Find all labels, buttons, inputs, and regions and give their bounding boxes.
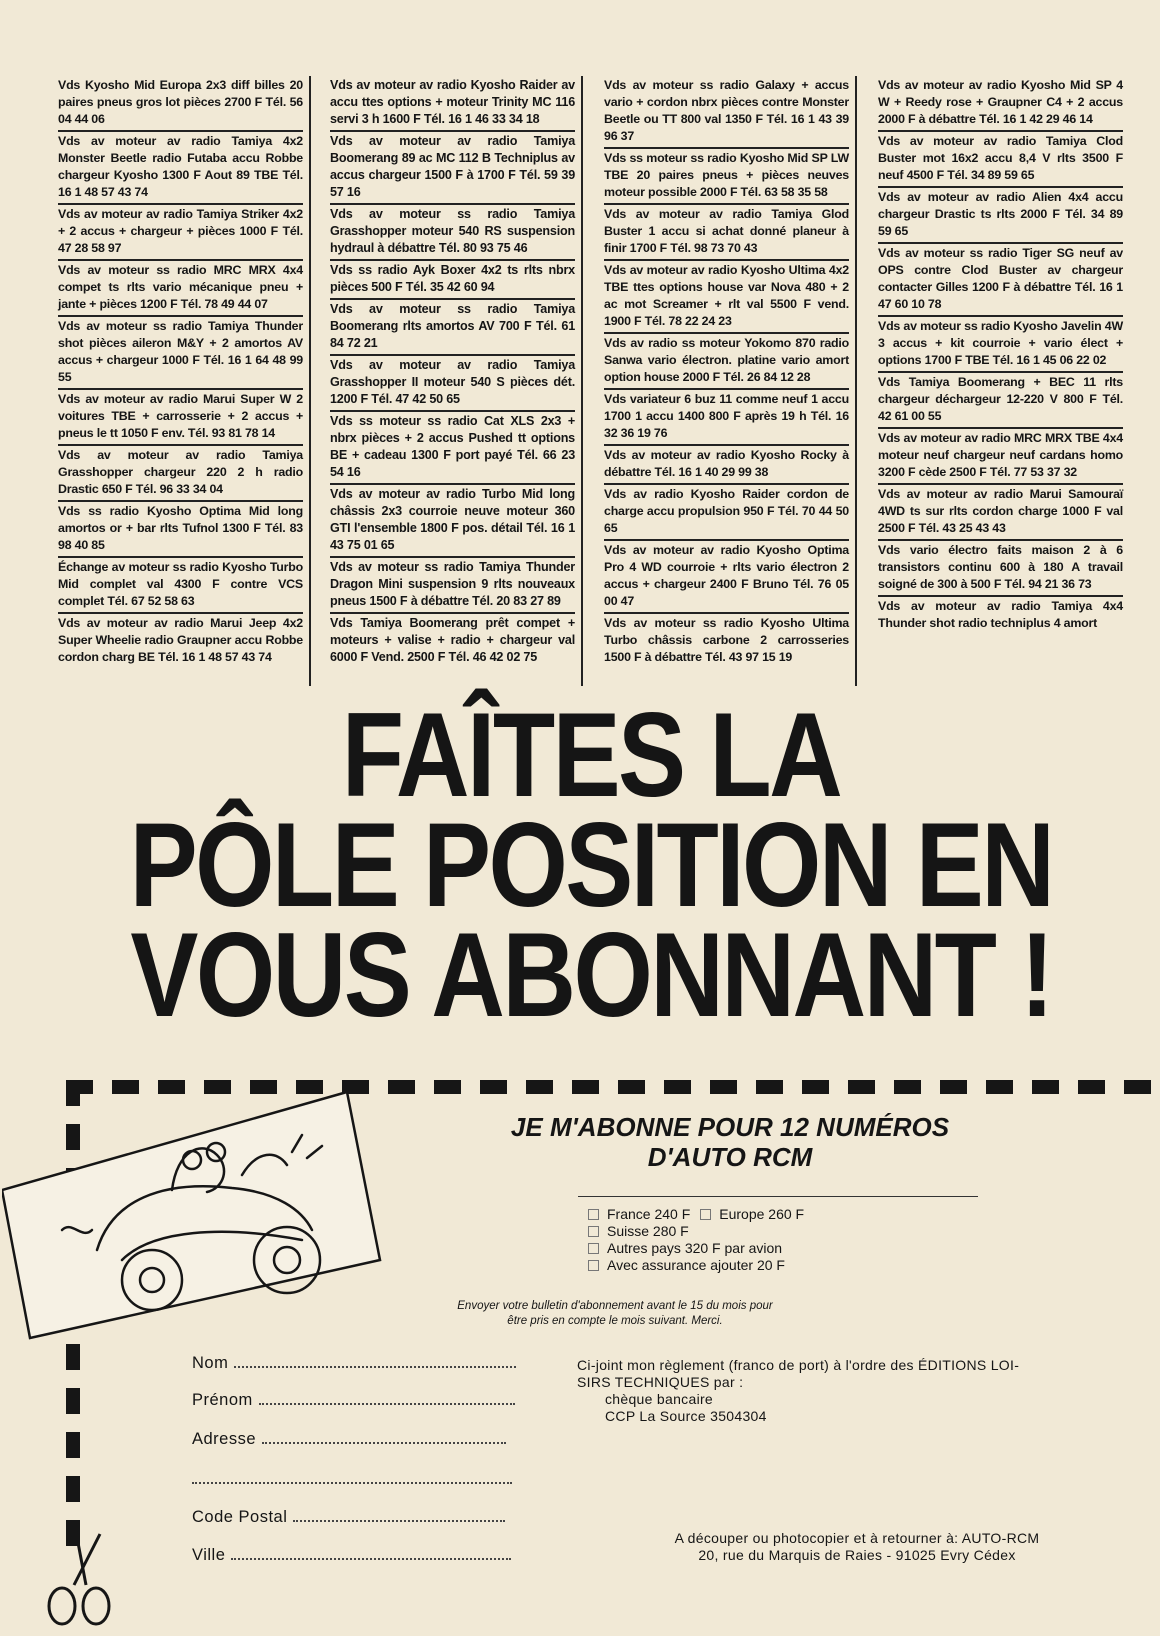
ads-column-1	[58, 76, 303, 686]
classified-ads	[58, 76, 1150, 686]
code-postal-field[interactable]	[192, 1508, 505, 1527]
classified-ad: Vds av moteur ss radio Tamiya Boomerang rlts amortos AV 700 F Tél. 61 84 72 21	[330, 300, 575, 356]
headline-line: PÔLE POSITION EN	[129, 798, 1053, 932]
classified-ad: Vds av moteur av radio Tamiya Glod Buster 1 accu si achat donné planeur à finir 1700 F Tél. 98 73 70 43	[604, 205, 849, 261]
classified-ad: Vds av moteur ss radio Kyosho Ultima Turbo châssis carbone 2 carrosseries 1500 F à débattre Tél. 43 97 15 19	[604, 616, 849, 664]
prenom-input-line[interactable]	[259, 1391, 515, 1405]
classified-ad: Vds av moteur ss radio Tamiya Grasshopper moteur 540 RS suspension hydraul à débattre Tél. 80 93 75 46	[330, 205, 575, 261]
classified-ad: Vds av moteur av radio Tamiya Grasshopper II moteur 540 S pièces dét. 1200 F Tél. 47 42 50 65	[330, 356, 575, 412]
subscription-title-line: D'AUTO RCM	[647, 1142, 813, 1172]
adresse-second-line[interactable]	[192, 1470, 512, 1484]
column-divider	[581, 76, 583, 686]
checkbox-europe[interactable]	[700, 1209, 711, 1220]
price-suisse: Suisse 280 F	[607, 1223, 689, 1239]
classified-ad: Vds av moteur av radio Turbo Mid long châssis 2x3 courroie neuve moteur 360 GTI l'ensemble 1800 F pos. détail Tél. 16 1 43 75 01 65	[330, 485, 575, 558]
classified-ad: Vds av moteur av radio Kyosho Rocky à débattre Tél. 16 1 40 29 99 38	[604, 446, 849, 485]
classified-ad: Vds av moteur av radio Marui Jeep 4x2 Super Wheelie radio Graupner accu Robbe cordon charg BE Tél. 16 1 48 57 43 74	[58, 616, 303, 664]
prenom-label: Prénom	[192, 1391, 253, 1409]
classified-ad: Vds Kyosho Mid Europa 2x3 diff billes 20 paires pneus gros lot pièces 2700 F Tél. 56 04 44 06	[58, 76, 303, 132]
classified-ad: Vds ss radio Kyosho Optima Mid long amortos or + bar rlts Tufnol 1300 F Tél. 83 98 40 85	[58, 502, 303, 558]
headline-line: VOUS ABONNANT !	[130, 908, 1052, 1042]
price-france: France 240 F	[607, 1206, 691, 1222]
code-postal-label: Code Postal	[192, 1508, 288, 1526]
checkbox-suisse[interactable]	[588, 1226, 599, 1237]
classified-ad: Vds av moteur av radio MRC MRX TBE 4x4 moteur neuf chargeur neuf cardans homo 3200 F cède 2500 F Tél. 77 53 37 32	[878, 429, 1123, 485]
subscription-headline	[119, 688, 1063, 1042]
checkbox-france[interactable]	[588, 1209, 599, 1220]
classified-ad: Vds av moteur ss radio MRC MRX 4x4 compet ts rlts vario mécanique pneu + jante + pièces 1200 F Tél. 78 49 44 07	[58, 261, 303, 317]
classified-ad: Vds av moteur av radio Tamiya Boomerang 89 ac MC 112 B Techniplus av accus chargeur 1500 F à 1700 F Tél. 59 39 57 16	[330, 132, 575, 205]
deadline-note	[380, 1299, 850, 1329]
classified-ad: Vds av moteur ss radio Tamiya Thunder shot pièces aileron M&Y + 2 amortos AV accus + chargeur 1000 F Tél. 16 1 64 48 99 55	[58, 317, 303, 390]
checkbox-assurance[interactable]	[588, 1260, 599, 1271]
classified-ad: Vds ss moteur ss radio Kyosho Mid SP LW TBE 20 paires pneus + pièces neuves moteur possible 2000 F Tél. 63 58 35 58	[604, 149, 849, 205]
price-autres-pays: Autres pays 320 F par avion	[607, 1240, 783, 1256]
payment-line: Ci-joint mon règlement (franco de port) à l'ordre des ÉDITIONS LOI-	[577, 1357, 1020, 1373]
classified-ad: Vds Tamiya Boomerang + BEC 11 rlts chargeur déchargeur 12-220 V 800 F Tél. 42 61 00 55	[878, 373, 1123, 429]
nom-input-line[interactable]	[234, 1354, 516, 1368]
adresse-field[interactable]	[192, 1430, 506, 1449]
nom-label: Nom	[192, 1354, 229, 1372]
classified-ad: Vds av moteur ss radio Tamiya Thunder Dragon Mini suspension 9 rlts nouveaux pneus 1500 F à débattre Tél. 20 83 27 89	[330, 558, 575, 614]
ads-column-2	[330, 76, 575, 686]
classified-ad: Vds av moteur av radio Tamiya 4x2 Monster Beetle radio Futaba accu Robbe chargeur Kyosho 1300 F Aout 89 TBE Tél. 16 1 48 57 43 74	[58, 132, 303, 205]
column-divider	[855, 76, 857, 686]
classified-ad: Vds av moteur av radio Tamiya Striker 4x2 + 2 accus + chargeur + pièces 1000 F Tél. 47 28 58 97	[58, 205, 303, 261]
prenom-field[interactable]	[192, 1391, 515, 1410]
classified-ad: Vds av moteur av radio Tamiya Grasshopper chargeur 220 2 h radio Drastic 650 F Tél. 96 33 34 04	[58, 446, 303, 502]
payment-info	[577, 1357, 1097, 1425]
adresse-input-line[interactable]	[262, 1430, 506, 1444]
ville-label: Ville	[192, 1546, 226, 1564]
deadline-note-line: Envoyer votre bulletin d'abonnement avant le 15 du mois pour	[457, 1300, 773, 1312]
return-line: A découper ou photocopier et à retourner à: AUTO-RCM	[674, 1530, 1040, 1546]
subscription-title	[430, 1112, 1030, 1172]
classified-ad: Vds av moteur av radio Tamiya Clod Buster mot 16x2 accu 8,4 V rlts 3500 F neuf 4500 F Tél. 34 89 59 65	[878, 132, 1123, 188]
payment-cheque: chèque bancaire	[605, 1391, 714, 1407]
classified-ad: Vds av moteur av radio Marui Samouraï 4WD ts sur rlts cordon charge 1000 F val 2500 F Tél. 43 25 43 43	[878, 485, 1123, 541]
classified-ad: Vds av radio ss moteur Yokomo 870 radio Sanwa vario électron. platine vario amort option house 2000 F Tél. 26 84 12 28	[604, 334, 849, 390]
classified-ad: Vds av moteur av radio Kyosho Mid SP 4 W + Reedy rose + Graupner C4 + 2 accus 2000 F à débattre Tél. 16 1 42 29 46 14	[878, 76, 1123, 132]
classified-ad: Vds av moteur ss radio Kyosho Javelin 4W 3 accus + kit courroie + vario élect + options 1700 F TBE Tél. 16 1 45 06 22 02	[878, 317, 1123, 373]
return-line: 20, rue du Marquis de Raies - 91025 Evry Cédex	[698, 1547, 1016, 1563]
classified-ad: Échange av moteur ss radio Kyosho Turbo Mid complet val 4300 F contre VCS complet Tél. 67 52 58 63	[58, 558, 303, 614]
classified-ad: Vds av moteur av radio Alien 4x4 accu chargeur Drastic ts rlts 2000 F Tél. 34 89 59 65	[878, 188, 1123, 244]
ads-column-3	[604, 76, 849, 686]
classified-ad: Vds av moteur av radio Kyosho Raider av accu ttes options + moteur Trinity MC 116 servi 3 h 1600 F Tél. 16 1 46 33 34 18	[330, 76, 575, 132]
price-options	[578, 1196, 978, 1295]
nom-field[interactable]	[192, 1354, 516, 1373]
ville-input-line[interactable]	[231, 1546, 511, 1560]
ville-field[interactable]	[192, 1546, 511, 1565]
classified-ad: Vds av moteur ss radio Galaxy + accus vario + cordon nbrx pièces contre Monster Beetle ou TT 800 val 1350 F Tél. 16 1 43 39 96 37	[604, 76, 849, 149]
subscription-title-line: JE M'ABONNE POUR 12 NUMÉROS	[510, 1112, 950, 1142]
classified-ad: Vds vario électro faits maison 2 à 6 transistors continu 600 à 180 A travail soigné de 300 à 500 F Tél. 94 21 36 73	[878, 541, 1123, 597]
classified-ad: Vds av moteur av radio Tamiya 4x4 Thunder shot radio techniplus 4 amort	[878, 599, 1123, 630]
payment-line: SIRS TECHNIQUES par :	[577, 1374, 744, 1390]
cartoon-car-illustration	[2, 1080, 382, 1340]
column-divider	[309, 76, 311, 686]
classified-ad: Vds variateur 6 buz 11 comme neuf 1 accu 1700 1 accu 1400 800 F après 19 h Tél. 16 32 36 19 76	[604, 390, 849, 446]
classified-ad: Vds ss moteur ss radio Cat XLS 2x3 + nbrx pièces + 2 accus Pushed tt options BE + cadeau 1300 F port payé Tél. 66 23 54 16	[330, 412, 575, 485]
adresse-label: Adresse	[192, 1430, 257, 1448]
classified-ad: Vds av moteur ss radio Tiger SG neuf av OPS contre Clod Buster av chargeur contacter Gilles 1200 F à débattre Tél. 16 1 47 60 10 78	[878, 244, 1123, 317]
headline-line: FAÎTES LA	[341, 688, 841, 822]
classified-ad: Vds av moteur av radio Kyosho Ultima 4x2 TBE ttes options house var Nova 480 + 2 ac mot Screamer + rlt val 5500 F vend. 1900 F Tél. 78 22 24 23	[604, 261, 849, 334]
price-europe: Europe 260 F	[719, 1206, 805, 1222]
return-address	[602, 1530, 1112, 1564]
code-postal-input-line[interactable]	[293, 1508, 505, 1522]
checkbox-autres-pays[interactable]	[588, 1243, 599, 1254]
classified-ad: Vds av moteur av radio Kyosho Optima Pro 4 WD courroie + rlts vario électron 2 accus + chargeur 2400 F Bruno Tél. 76 05 00 47	[604, 541, 849, 614]
ads-column-4	[878, 76, 1123, 686]
classified-ad: Vds av radio Kyosho Raider cordon de charge accu propulsion 950 F Tél. 70 44 50 65	[604, 485, 849, 541]
scissors-icon	[40, 1530, 120, 1630]
deadline-note-line: être pris en compte le mois suivant. Merci.	[507, 1315, 723, 1327]
classified-ad: Vds av moteur av radio Marui Super W 2 voitures TBE + carrosserie + 2 accus + pneus le tt 1050 F env. Tél. 93 81 78 14	[58, 390, 303, 446]
price-assurance: Avec assurance ajouter 20 F	[607, 1257, 785, 1273]
classified-ad: Vds ss radio Ayk Boxer 4x2 ts rlts nbrx pièces 500 F Tél. 35 42 60 94	[330, 261, 575, 300]
payment-ccp: CCP La Source 3504304	[605, 1408, 767, 1424]
adresse-continuation-field[interactable]	[192, 1470, 512, 1489]
classified-ad: Vds Tamiya Boomerang prêt compet + moteurs + valise + radio + chargeur val 6000 F Vend. 2500 F Tél. 46 42 02 75	[330, 616, 575, 664]
